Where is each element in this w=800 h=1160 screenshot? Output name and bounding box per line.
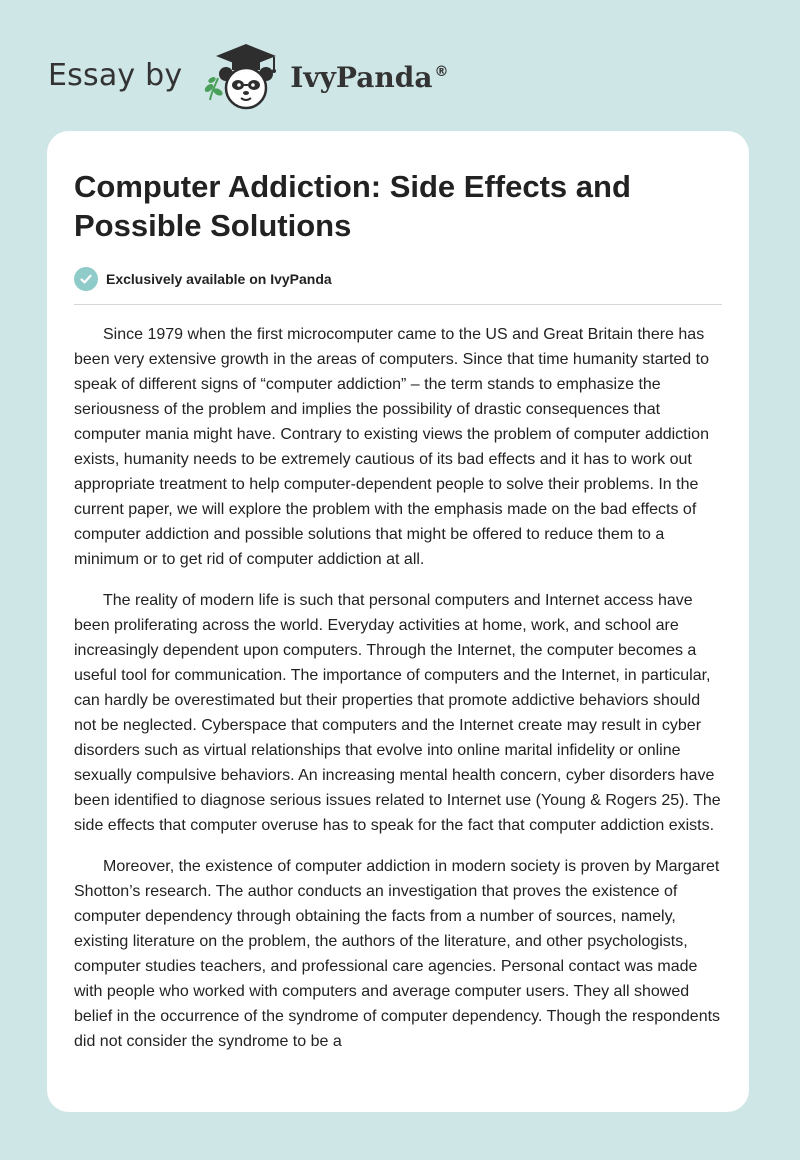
brand-name: IvyPanda ® bbox=[290, 60, 449, 94]
paragraph: The reality of modern life is such that personal computers and Internet access have been proliferating across the world. Everyday activities at home, work, and school are increasingly dependent upon computers. Through the Internet, the computer becomes a useful tool for communication. The importance of computers and the Internet, in particular, can hardly be overestimated but their properties that promote addictive behaviors should not be neglected. Cyberspace that computers and the Internet create may result in cyber disorders such as virtual relationships that evolve into online marital infidelity or online sexually compulsive behaviors. An increasing mental health concern, cyber disorders have been identified to diagnose serious issues related to Internet use (Young & Rogers 25). The side effects that computer overuse has to speak for the fact that computer addiction exists. bbox=[74, 592, 721, 834]
divider bbox=[74, 304, 722, 305]
checkmark-icon bbox=[74, 267, 98, 291]
exclusive-badge bbox=[74, 267, 722, 291]
exclusive-label: Exclusively available on IvyPanda bbox=[106, 271, 332, 287]
essay-title: Computer Addiction: Side Effects and Possible Solutions bbox=[74, 169, 631, 243]
paragraph: Since 1979 when the first microcomputer came to the US and Great Britain there has been very extensive growth in the areas of computers. Since that time humanity started to speak of different signs of “computer addiction” – the term stands to emphasize the seriousness of the problem and implies the possibility of drastic consequences that computer mania might have. Contrary to existing views the problem of computer addiction exists, humanity needs to be extremely cautious of its bad effects and it has to work out appropriate treatment to help computer-dependent people to solve their problems. In the current paper, we will explore the problem with the emphasis made on the bad effects of computer addiction and possible solutions that might be offered to reduce them to a minimum or to get rid of computer addiction at all. bbox=[74, 326, 709, 568]
paragraph: Moreover, the existence of computer addiction in modern society is proven by Margaret Shotton’s research. The author conducts an investigation that proves the existence of computer dependency through obtaining the facts from a number of sources, namely, existing literature on the problem, the authors of the literature, and other psychologists, computer studies teachers, and professional care agencies. Personal contact was made with people who worked with computers and average computer users. They all showed belief in the occurrence of the syndrome of computer dependency. Though the respondents did not consider the syndrome to be a bbox=[74, 858, 721, 1050]
essay-body bbox=[74, 322, 722, 1054]
essay-card bbox=[47, 131, 749, 1112]
essay-by-label: Essay by bbox=[48, 57, 183, 93]
site-header bbox=[48, 40, 448, 110]
ivypanda-logo[interactable] bbox=[196, 40, 448, 110]
registered-mark: ® bbox=[434, 64, 449, 81]
panda-graduate-icon bbox=[196, 40, 284, 110]
